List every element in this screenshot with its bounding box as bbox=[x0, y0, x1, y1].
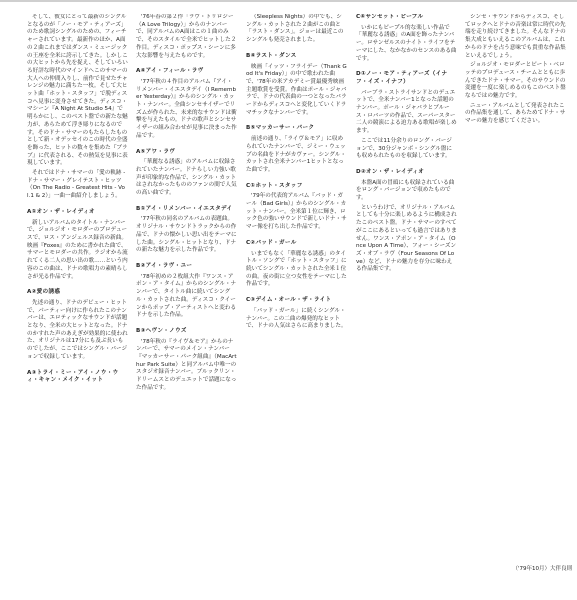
paragraph: 本盤A面の冒頭にも収録されている曲をロング・バージョンで収めたものです。 bbox=[356, 179, 455, 202]
column-5 bbox=[465, 14, 566, 592]
paragraph: 「バッド・ガール」に続くシングル・ナンバー。この二曲の爆発的なヒットで、ドナの人気はさらに高まりました。 bbox=[246, 307, 347, 330]
column-1 bbox=[27, 14, 128, 592]
paragraph: '78年秋の『ライヴ＆モア』からのナンバーで、サマーのメイン・ナンバー『マッカーサー・パーク組曲』（MacArthur Park Suite）と同アルバム中唯一のスタジオ録音ナンバー。ブルックリン・ドリームスとのデュエットで話題になった作品です。 bbox=[136, 338, 237, 391]
track-heading: C①ホット・スタッフ bbox=[246, 182, 303, 189]
paragraph: というわけで、オリジナル・アルバムとしても十分に楽しめるように構成されたこのベスト盤。ドナ・サマーのすべてがここにあるといっても過言ではありません。ワンス・アポン・ア・タイム（Once Upon A Time）、フォー・シーズンズ・オブ・ラヴ（Four Seasons Of Love）など、ドナの魅力を存分に味わえる作品集です。 bbox=[356, 204, 457, 273]
paragraph: 映画「イッツ・フライデー（Thank God It's Friday）」の中で歌われた曲で、'78年の米アカデミー賞最優秀映画主題歌賞を受賞。作曲はポール・ジャバラで、ドナの代表曲の一つとなったバラードからディスコへと変化していくドラマチックなナンバーです。 bbox=[246, 63, 347, 116]
paragraph: 「華麗なる誘惑」のアルバムに収録されていたナンバー。ドナらしい力強い歌声が印象的な作品で、シングル・カットはされなかったもののファンの間で人気の高い曲です。 bbox=[136, 159, 237, 197]
column-2 bbox=[136, 14, 237, 592]
paragraph: バーブラ・ストライサンドとのデュエットで、全米ナンバー1となった話題のナンバー。ポール・ジャバラとブルース・ロバーツの作品で、スーパースター二人の競演による迫力ある歌唱が楽しめます。 bbox=[356, 89, 457, 135]
paragraph: シンセ・サウンドからディスコ、そしてロックへとドナの音楽は常に時代の先端を走り続けてきました。そんなドナの集大成ともいえるこのアルバムは、これからのドナを占う意味でも貴重な作品集といえるでしょう。 bbox=[465, 14, 566, 59]
paragraph: いかにもピープル的な楽しい作品で「華麗なる誘惑」のA面を飾ったナンバー。ロサンゼルスのナイト・ライフをテーマにした、なかなかのセンスのある曲です。 bbox=[356, 24, 457, 62]
track-heading: B③ヘヴン・ノウズ bbox=[136, 327, 187, 334]
column-3 bbox=[246, 14, 347, 592]
paragraph: 先述の通り、ドナのデビュー・ヒットで、パーティー向けに作られたこのナンバーは、エロティックなサウンドが話題となり、全米の大ヒットとなった。ドナのかすれた声のあえぎが効果的に使われた、オリジナルは17分にも及ぶ長いものでしたが、ここではシングル・バージョンで収録しています。 bbox=[27, 299, 128, 360]
track-heading: A③トライ・ミー・アイ・ノウ・ウィ・キャン・メイク・イット bbox=[27, 369, 119, 384]
track-heading: A②愛の誘惑 bbox=[27, 289, 61, 296]
track-heading: B②アイ・ラヴ・ユー bbox=[136, 262, 193, 269]
signature: （'79年10月）大伴良則 bbox=[512, 566, 572, 572]
track-heading: C②バッド・ガール bbox=[246, 239, 297, 246]
track-heading: C③デイム・オール・ザ・ライト bbox=[246, 297, 332, 304]
paragraph: ここでは11分余りのロング・バージョンで、30分ジャンボ・シングル盤にも収められたものを収録しています。 bbox=[356, 137, 452, 160]
track-heading: D①ノー・モア・ティアーズ（イナフ・イズ・イナフ） bbox=[356, 71, 448, 85]
paragraph: そして、彼女にとって最新のシングルとなるのが「ノー・モア・ティアーズ」のため歌詞シングルのための、フィーチャーされています。最新作のほか、A面の２曲これまではダンス・ミュージックの王座を全米に誇示してきた。しかしこの大ヒットから先を捉え、そしていろいろ好評な時代のマインドへこのサマーの大人への仲間入りし、前作で見せたチャレンジの魅力に満ちた一枚。そして大ヒット曲「ホット・スタッフ」で脱ディスコへ見事に変身させてきた。ディスコ・マシーン『A Night At Studio 54』で明らかにし、このベスト盤での新たな魅力が、あらためて浮き彫りになるのです。そのドナ・サマーのもたらしたものとして新・オデッセイのこの時代の全盛を飾った、ヒットの数々を集めた『ブラブ』に代表される、その熱気を見事に表現しています。 bbox=[27, 14, 128, 167]
paragraph: それではドナ・サマーの「愛の軌跡 - ドナ・サマー・グレイテスト・ヒッツ（On The Radio - Greatest Hits - Vol.1 & 2）」一曲一曲紹介しましょう。 bbox=[27, 170, 128, 200]
paragraph: '79年の代表的アルバム『バッド・ガール（Bad Girls）』からのシングル・カット・ナンバー。全米第１位に輝き、ロック色の強いサウンドで新しいドナ・サマー像を打ち出した作品です。 bbox=[246, 193, 347, 231]
track-heading: C④サンセット・ピープル bbox=[356, 14, 424, 20]
paragraph: '76年春の第２作「ラヴ・トリロジー（A Love Trilogy）」からのナンバーで、同アルバムのA面はこの１曲のみで、そのスタイルで全米でヒットした２作目。ディスコ・ポップス・シーンに多大な影響を与えたものです。 bbox=[136, 14, 237, 59]
paragraph: （Sleepless Nights）の中でも、シングル・カットされた２曲がこの曲と「ラスト・ダンス」。ジョーは最近このシングルも発売されました。 bbox=[246, 14, 344, 44]
track-heading: B①アイ・リメンバー・イエスタデイ bbox=[136, 205, 233, 212]
track-heading: B⑤マッカーサー・パーク bbox=[246, 125, 315, 132]
paragraph: '77年秋の同名のアルバムの表題曲。オリジナル・サウンドトラックからの作品で、ドナの懐かしい思い出をテーマにした曲。シングル・ヒットとなり、ドナの新たな魅力を示した作品です。 bbox=[136, 216, 237, 254]
track-heading: A⑤アワ・ラヴ bbox=[136, 148, 176, 155]
track-heading: D②オン・ザ・レイディオ bbox=[356, 168, 425, 175]
paragraph: 前述の通り、「ライヴ＆モア」に収められていたナンバーで、ジミー・ウェッブの名曲をドナがカヴァー。シングル・カットされ全米ナンバー1ヒットとなった曲です。 bbox=[246, 136, 346, 173]
column-4 bbox=[356, 14, 457, 592]
track-heading: A④アイ・フィール・ラヴ bbox=[136, 68, 204, 75]
track-heading: B④ラスト・ダンス bbox=[246, 52, 297, 59]
top-rule bbox=[0, 0, 577, 2]
paragraph: ニュー・アルバムとして発表されたこの作品集を通して、あらためてドナ・サマーの魅力を感じてください。 bbox=[465, 102, 566, 125]
track-heading: A①オン・ザ・レイディオ bbox=[27, 208, 95, 215]
paragraph: '77年秋の４作目のアルバム『アイ・リメンバー・イエスタデイ（I Remember Yesterday）』からのシングル・カット・ナンバー。全曲シンセサイザーでリズムが作られた、未来的なサウンドは衝撃を与えたもの。ドナの歌声とシンセサイザーの組み合わせが見事に決まった作品です。 bbox=[136, 78, 237, 139]
paragraph: いまでもなく「華麗なる誘惑」のタイトル・ソングで「ホット・スタッフ」に続いてシングル・カットされた全米１位の曲。夜の街に立つ女性をテーマにした作品です。 bbox=[246, 250, 347, 288]
paragraph: '78年初めの２枚組大作『ワンス・アポン・ア・タイム』からのシングル・ナンバーで、タイトル曲に続いてシングル・カットされた曲。ディスコ・クイーンからポップ・アーティストへと変わるドナを示した作品。 bbox=[136, 273, 237, 319]
paragraph: 新しいアルバムのタイトル・ナンバーで、ジョルジオ・モロダーのプロデュースで、ロス・アンジェルス録音の新曲。映画『Foxes』のために書かれた曲で、サマーとモロダーの共作。ラジオから流れてくる二人の思い出の歌……という内容のこの曲は、ドナの歌唱力の素晴らしさが光る作品です。 bbox=[27, 219, 128, 280]
paragraph: ジョルジオ・モロダーとピート・ベロッテのプロデュース・チームとともに歩んできたドナ・サマー。そのサウンドの変遷を一度に楽しめるのもこのベスト盤ならではの魅力です。 bbox=[465, 62, 566, 100]
